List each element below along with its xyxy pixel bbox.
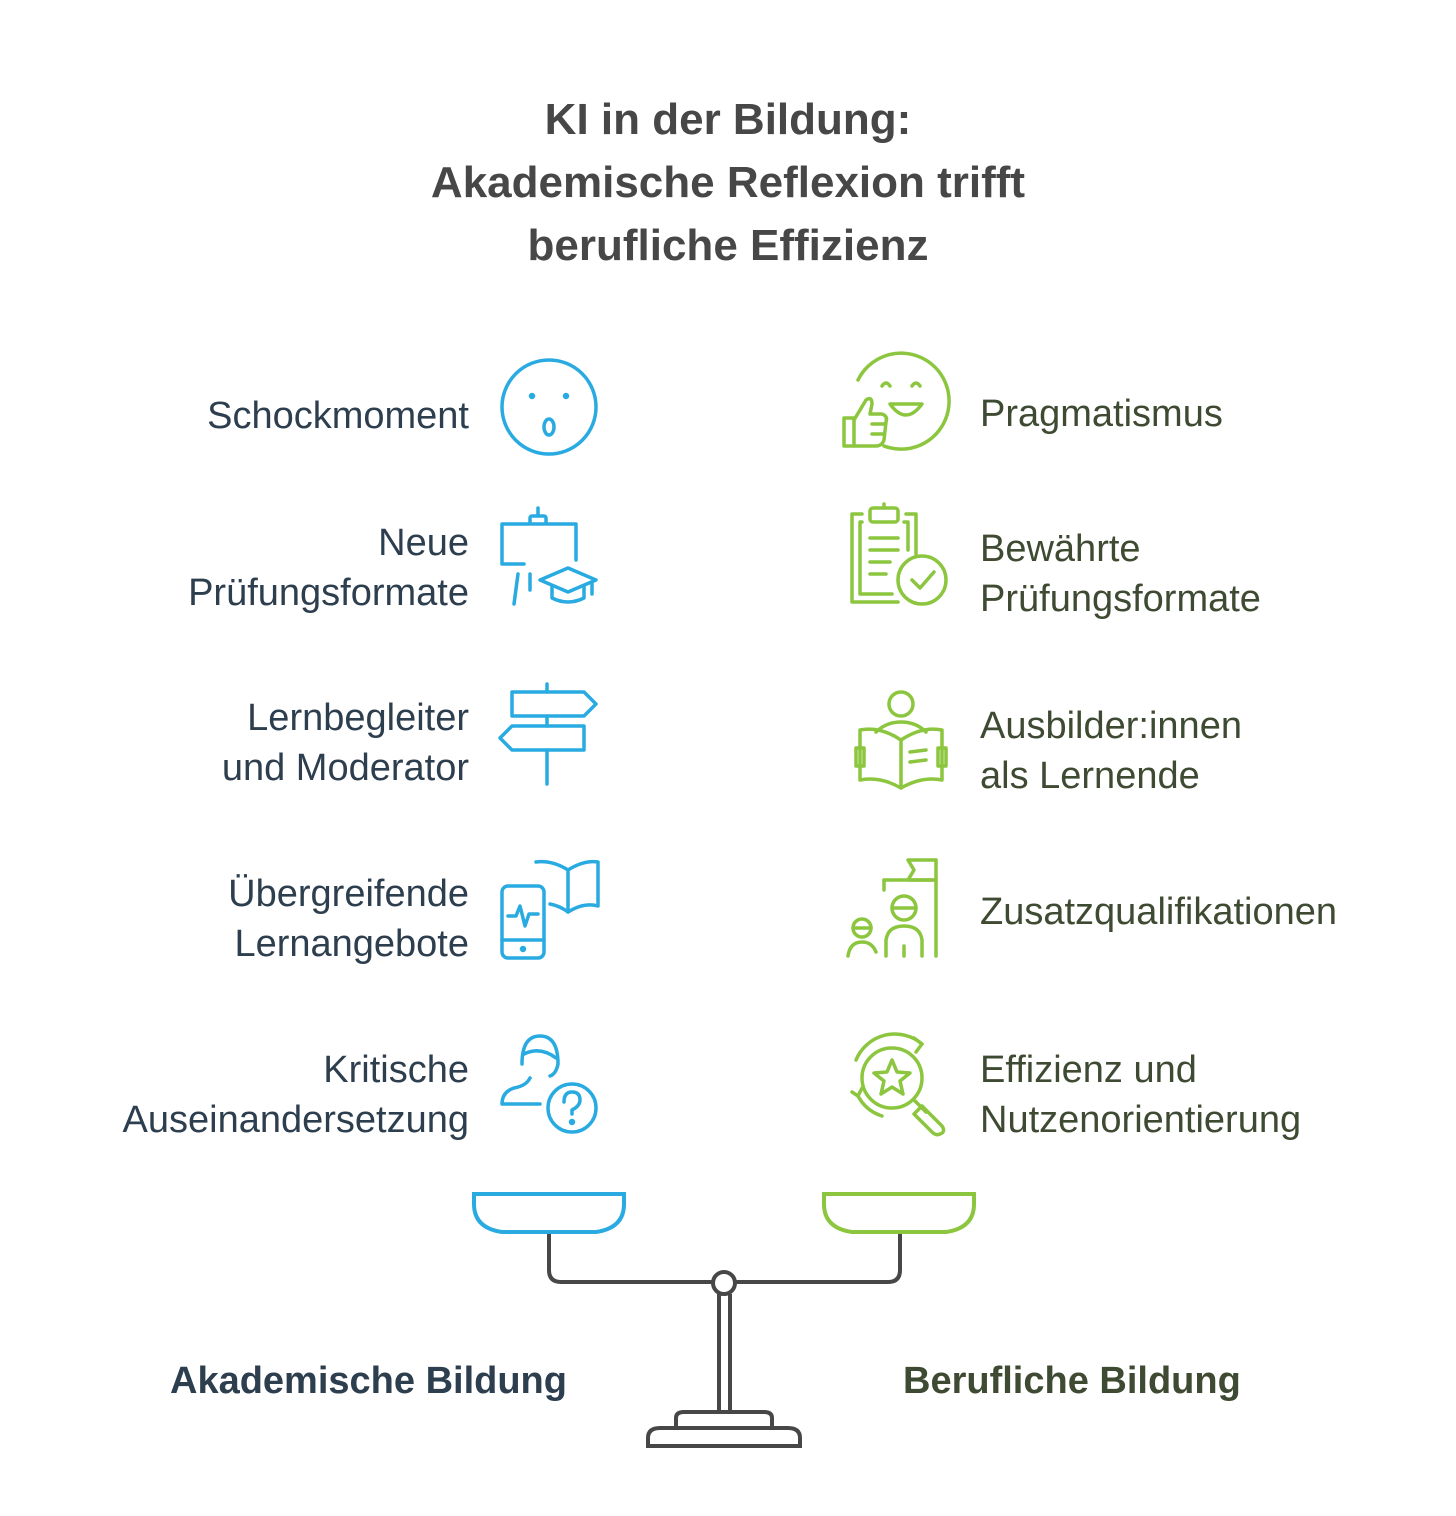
right-category-label: Berufliche Bildung — [903, 1360, 1241, 1402]
left-item-3-line-1: Lernbegleiter — [247, 697, 469, 739]
left-item-3-line-2: und Moderator — [221, 747, 469, 789]
right-item-5-line-2: Nutzenorientierung — [980, 1099, 1302, 1141]
left-item-2-line-2: Prüfungsformate — [188, 572, 469, 614]
title-line-2: Akademische Reflexion trifft — [430, 158, 1026, 207]
left-scale-pan — [474, 1194, 624, 1232]
right-scale-pan — [824, 1194, 974, 1232]
right-item-4-line-1: Zusatzqualifikationen — [980, 891, 1337, 933]
left-item-5-line-1: Kritische — [323, 1049, 469, 1091]
right-item-5-line-1: Effizienz und — [980, 1049, 1197, 1091]
scale-pivot — [713, 1272, 735, 1294]
left-item-4-line-1: Übergreifende — [228, 873, 469, 915]
left-item-2-line-1: Neue — [378, 522, 469, 564]
right-item-1-line-1: Pragmatismus — [980, 393, 1223, 435]
left-item-5-line-2: Auseinandersetzung — [122, 1099, 469, 1141]
left-item-4-line-2: Lernangebote — [234, 923, 469, 965]
title-line-1: KI in der Bildung: — [544, 95, 912, 144]
right-item-3-line-2: als Lernende — [980, 755, 1200, 797]
title-line-3: berufliche Effizienz — [527, 221, 929, 270]
scale-base-top — [676, 1412, 772, 1428]
left-category-label: Akademische Bildung — [170, 1360, 567, 1402]
right-item-3-line-1: Ausbilder:innen — [980, 705, 1242, 747]
scale-base — [648, 1428, 800, 1446]
right-item-2-line-1: Bewährte — [980, 528, 1141, 570]
right-item-2-line-2: Prüfungsformate — [980, 578, 1261, 620]
left-item-1-line-1: Schockmoment — [207, 395, 469, 437]
